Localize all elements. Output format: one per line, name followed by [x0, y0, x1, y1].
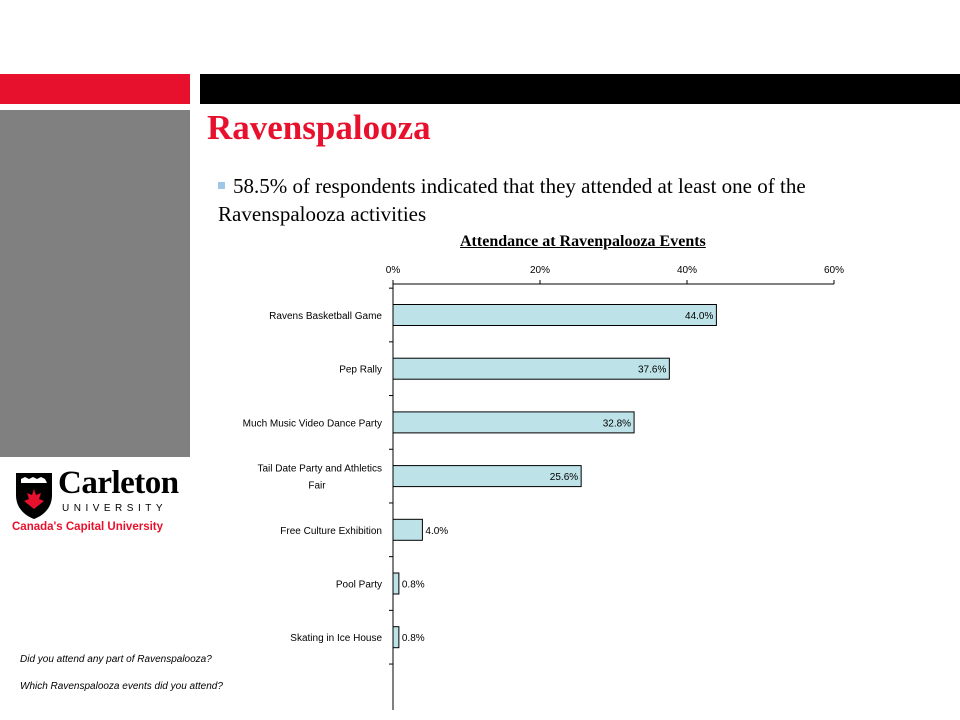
slide-title: Ravenspalooza — [207, 108, 431, 147]
logo-university: UNIVERSITY — [62, 503, 168, 514]
carleton-shield-icon — [14, 471, 54, 521]
footnote-question-1: Did you attend any part of Ravenspalooza? — [20, 654, 212, 665]
bar-value-label: 32.8% — [602, 418, 632, 430]
logo-wordmark: Carleton — [58, 465, 179, 501]
footnote-question-2: Which Ravenspalooza events did you attend? — [20, 681, 223, 692]
category-label: Pep Rally — [339, 364, 382, 376]
bar — [393, 519, 422, 540]
category-label: Much Music Video Dance Party — [242, 418, 382, 430]
x-tick-label: 0% — [385, 265, 401, 276]
bar-value-label: 37.6% — [638, 364, 667, 376]
chart-title: Attendance at Ravenpalooza Events — [460, 233, 706, 250]
bar-value-label: 0.8% — [401, 579, 425, 591]
bar — [393, 358, 669, 379]
bar-value-label: 4.0% — [425, 525, 449, 537]
x-tick-label: 40% — [676, 265, 698, 276]
bar — [393, 573, 399, 594]
bar — [393, 627, 399, 648]
category-label: Tail Date Party and Athletics Fair — [257, 463, 382, 492]
category-label: Free Culture Exhibition — [280, 525, 382, 537]
bar — [393, 305, 716, 326]
category-label: Ravens Basketball Game — [269, 311, 382, 322]
x-tick-label: 60% — [823, 265, 845, 276]
logo-tagline: Canada's Capital University — [12, 521, 164, 533]
carleton-logo — [12, 465, 192, 540]
x-tick-label: 20% — [529, 265, 551, 276]
category-label: Pool Party — [335, 579, 382, 591]
bar — [393, 412, 634, 433]
bullet-text: 58.5% of respondents indicated that they attended at least one of the Ravenspalooza activities — [218, 174, 806, 226]
bar-value-label: 0.8% — [401, 633, 425, 645]
category-label: Skating in Ice House — [290, 633, 382, 645]
bar-value-label: 25.6% — [549, 472, 579, 484]
bar-value-label: 44.0% — [685, 311, 714, 322]
